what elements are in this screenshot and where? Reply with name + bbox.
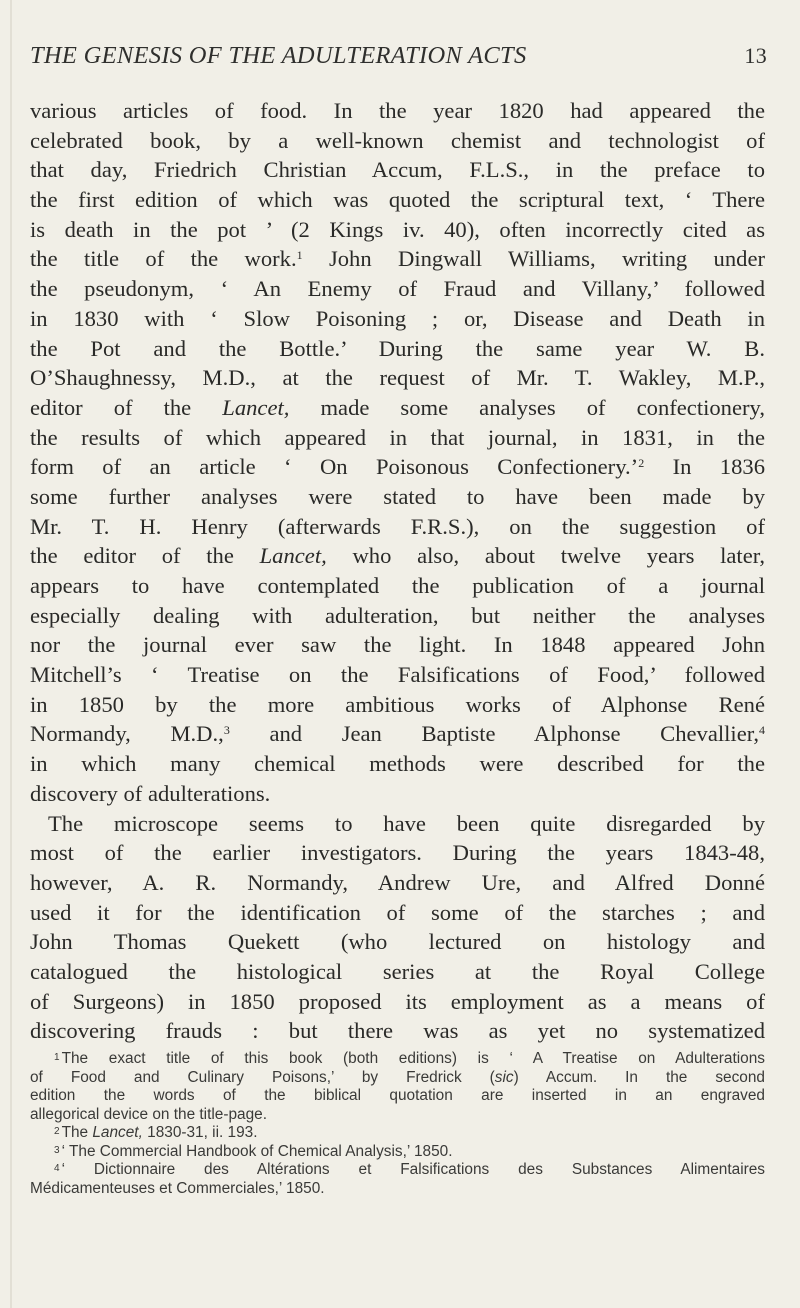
footnote-marker: 2: [54, 1126, 60, 1137]
text-line: used it for the identification of some of the starches ; and: [30, 899, 765, 925]
text-segment: form of an article ‘ On Poisonous Confectionery.’: [30, 454, 639, 480]
text-line: in 1830 with ‘ Slow Poisoning ; or, Disease and Death in: [30, 305, 765, 331]
text-line: catalogued the histological series at the Royal College: [30, 958, 765, 984]
text-line: the results of which appeared in that journal, in 1831, in the: [30, 424, 765, 450]
text-segment: the title of the work.: [30, 246, 297, 272]
running-title: THE GENESIS OF THE ADULTERATION ACTS: [30, 42, 527, 69]
text-segment: Normandy, M.D.,: [30, 721, 224, 747]
italic-title: Lancet,: [222, 394, 290, 420]
text-line: the pseudonym, ‘ An Enemy of Fraud and Villany,’ followed: [30, 276, 765, 302]
text-line: appears to have contemplated the publication of a journal: [30, 573, 765, 598]
footnote-text: The exact title of this book (both editions) is ‘ A Treatise on Adulterations: [61, 1050, 765, 1067]
text-line: most of the earlier investigators. During the years 1843-48,: [30, 840, 765, 866]
footnote-text: 1830-31, ii. 193.: [142, 1124, 258, 1141]
text-line: in which many chemical methods were described for the: [30, 751, 765, 777]
text-line: is death in the pot ’ (2 Kings iv. 40), often incorrectly cited as: [30, 216, 765, 242]
text-line: in 1850 by the more ambitious works of Alphonse René: [30, 691, 765, 717]
text-line: the Pot and the Bottle.’ During the same year W. B.: [30, 335, 765, 361]
text-line: O’Shaughnessy, M.D., at the request of Mr. T. Wakley, M.P.,: [30, 365, 765, 391]
footnote-ref: 1: [296, 248, 303, 263]
text-line: discovering frauds : but there was as yet no systematized: [30, 1018, 765, 1044]
text-line: the first edition of which was quoted the scriptural text, ‘ There: [30, 187, 765, 213]
text-line: Mr. T. H. Henry (afterwards F.R.S.), on the suggestion of: [30, 513, 765, 539]
text-line: celebrated book, by a well-known chemist and technologist of: [30, 127, 765, 153]
footnote-line: edition the words of the biblical quotation are inserted in an engraved: [30, 1087, 765, 1104]
footnote-line: [30, 1069, 765, 1088]
text-segment: made some analyses of confectionery,: [289, 394, 765, 420]
footnote-italic: Lancet,: [92, 1124, 143, 1141]
text-line: discovery of adulterations.: [30, 780, 271, 806]
footnote-text: of Food and Culinary Poisons,’ by Fredrick (: [30, 1068, 495, 1086]
footnote-1: [30, 1050, 765, 1069]
footnote-ref: 2: [638, 456, 645, 471]
footnote-ref: 4: [759, 723, 766, 738]
text-segment: who also, about twelve years later,: [326, 543, 765, 569]
page-number: 13: [744, 43, 767, 68]
footnote-marker: 4: [54, 1163, 60, 1174]
text-segment: John Dingwall Williams, writing under: [302, 246, 765, 272]
footnote-marker: 1: [54, 1052, 60, 1063]
text-line: [30, 244, 765, 274]
footnote-text: The: [61, 1124, 93, 1141]
body-text: [30, 96, 765, 1046]
footnote-3: [30, 1143, 765, 1162]
footnote-text: ‘ The Commercial Handbook of Chemical Analysis,’ 1850.: [61, 1142, 453, 1160]
text-line: [30, 541, 765, 571]
footnote-text: ) Accum. In the second: [513, 1068, 765, 1086]
footnote-line: allegorical device on the title-page.: [30, 1105, 267, 1123]
text-line: [30, 452, 765, 482]
text-line: Mitchell’s ‘ Treatise on the Falsifications of Food,’ followed: [30, 662, 765, 688]
footnote-marker: 3: [54, 1144, 60, 1156]
footnote-line: Médicamenteuses et Commerciales,’ 1850.: [30, 1179, 325, 1197]
footnote-ref: 3: [223, 723, 230, 738]
text-line: that day, Friedrich Christian Accum, F.L.S., in the preface to: [30, 157, 765, 183]
text-line: The microscope seems to have been quite disregarded by: [48, 810, 765, 836]
footnote-4: [30, 1161, 765, 1180]
text-line: [30, 393, 765, 423]
running-head: [30, 42, 765, 90]
italic-title: Lancet,: [259, 543, 327, 569]
footnote-2: [30, 1124, 765, 1143]
text-line: John Thomas Quekett (who lectured on histology and: [30, 929, 765, 955]
text-segment: editor of the: [30, 394, 223, 420]
page-edge-shadow: [10, 0, 12, 1308]
footnotes: [30, 1050, 765, 1198]
text-segment: In 1836: [644, 454, 765, 480]
text-line: nor the journal ever saw the light. In 1848 appeared John: [30, 632, 765, 658]
text-line: however, A. R. Normandy, Andrew Ure, and Alfred Donné: [30, 869, 765, 895]
footnote-italic: sic: [494, 1068, 514, 1086]
text-line: especially dealing with adulteration, but neither the analyses: [30, 602, 765, 628]
text-segment: and Jean Baptiste Alphonse Chevallier,: [229, 721, 760, 747]
text-line: of Surgeons) in 1850 proposed its employment as a means of: [30, 988, 765, 1014]
text-segment: the editor of the: [30, 543, 260, 569]
text-line: various articles of food. In the year 1820 had appeared the: [30, 98, 765, 123]
book-page: [30, 42, 765, 1198]
text-line: some further analyses were stated to have been made by: [30, 483, 765, 509]
text-line: [30, 719, 765, 749]
footnote-text: ‘ Dictionnaire des Altérations et Falsifications des Substances Alimentaires: [61, 1161, 765, 1178]
